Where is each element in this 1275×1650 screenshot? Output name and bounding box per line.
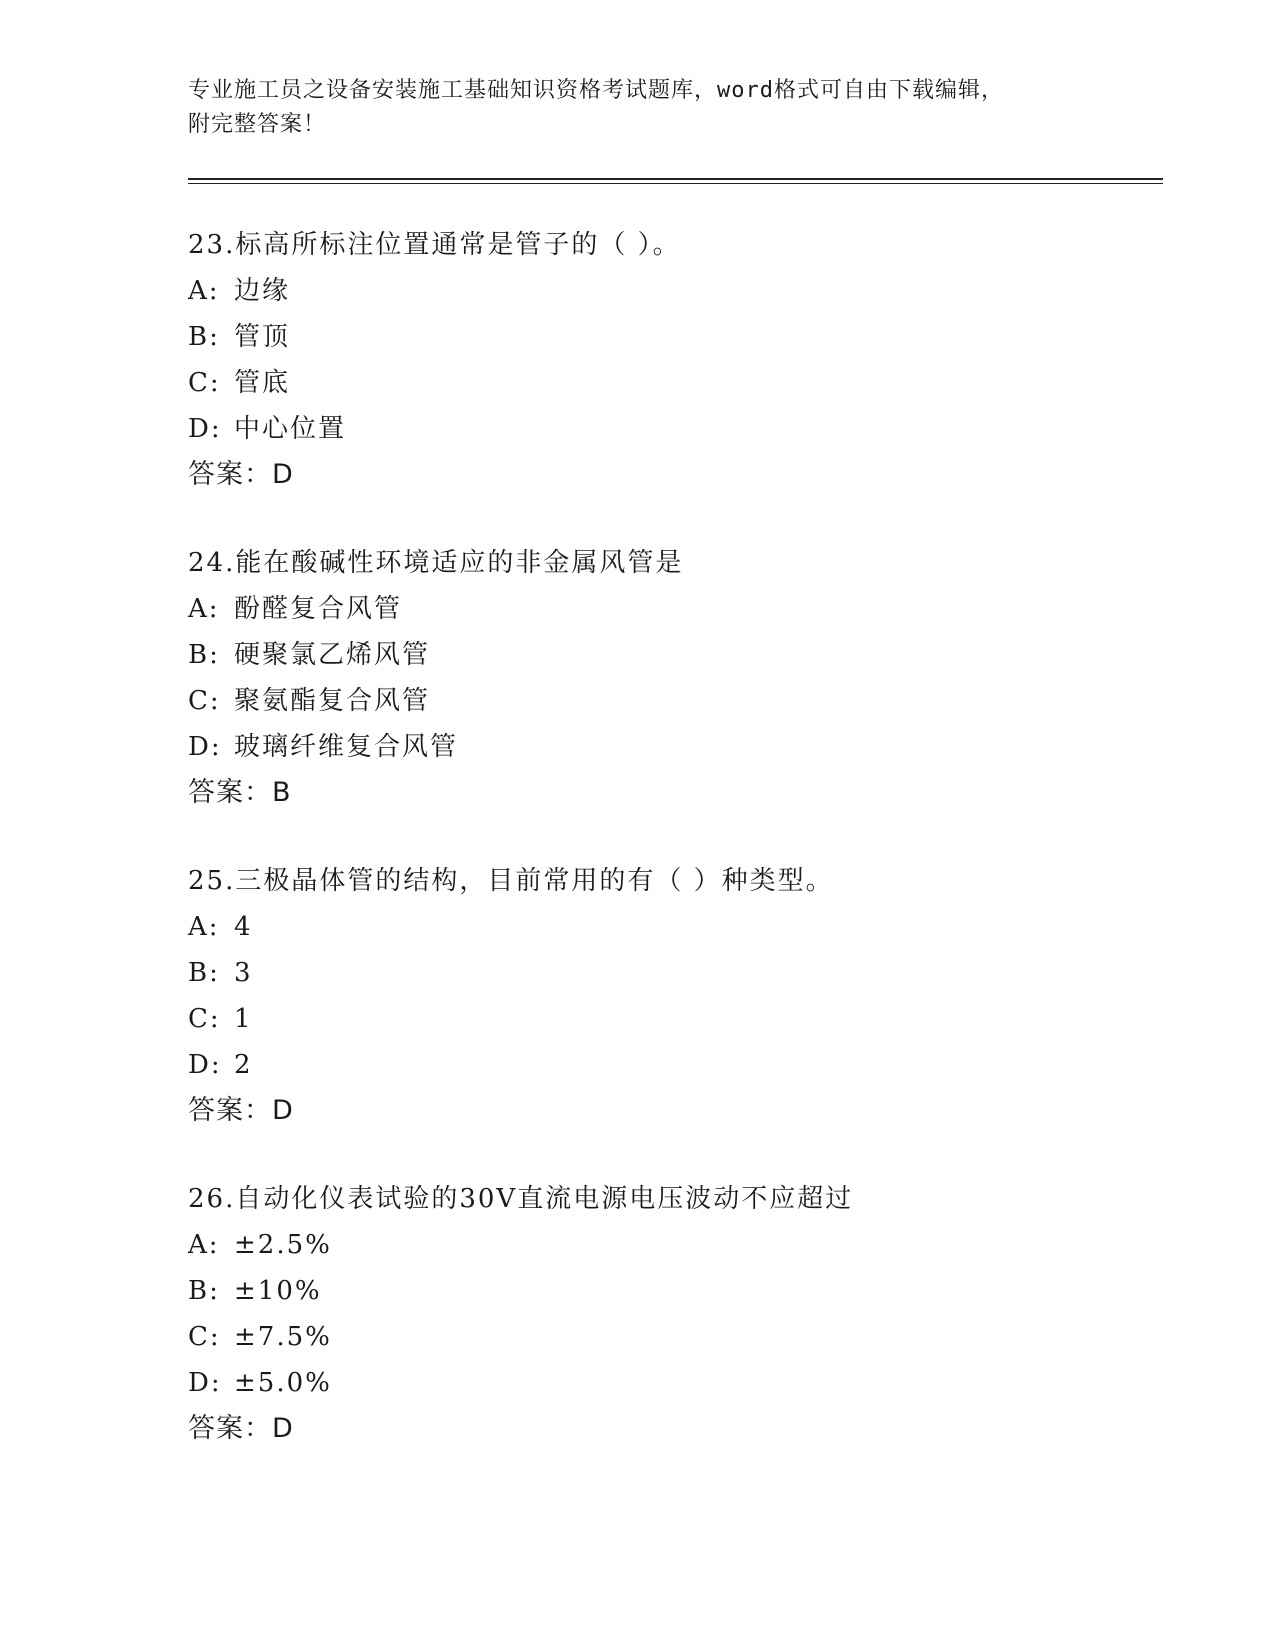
option-d — [188, 1360, 1148, 1406]
option-letter: C: — [188, 368, 221, 398]
option-b — [188, 1268, 1148, 1314]
option-letter: C: — [188, 686, 221, 716]
option-letter: D: — [188, 1368, 222, 1398]
header-line-2: 附完整答案！ — [188, 112, 327, 137]
option-c — [188, 1314, 1148, 1360]
option-text: 边缘 — [234, 276, 291, 306]
answer-line: 答案：D — [188, 459, 294, 490]
option-a — [188, 904, 1148, 950]
question-26 — [188, 1176, 1148, 1452]
option-c — [188, 996, 1148, 1042]
option-d — [188, 724, 1148, 770]
option-letter: B: — [188, 1276, 220, 1306]
option-text: ±2.5% — [234, 1230, 332, 1260]
option-text: 1 — [234, 1004, 253, 1034]
option-b — [188, 314, 1148, 360]
option-text: ±5.0% — [234, 1368, 332, 1398]
question-title: 26.自动化仪表试验的30V直流电源电压波动不应超过 — [188, 1184, 854, 1214]
option-text: 4 — [234, 912, 253, 942]
option-letter: D: — [188, 414, 222, 444]
question-title: 24.能在酸碱性环境适应的非金属风管是 — [188, 548, 684, 578]
option-text: 聚氨酯复合风管 — [234, 686, 431, 716]
answer-line: 答案：D — [188, 1095, 294, 1126]
question-25 — [188, 858, 1148, 1134]
option-text: 玻璃纤维复合风管 — [234, 732, 459, 762]
option-letter: B: — [188, 322, 220, 352]
question-title: 25.三极晶体管的结构，目前常用的有（ ）种类型。 — [188, 866, 834, 896]
option-text: 3 — [234, 958, 253, 988]
option-letter: A: — [188, 594, 220, 624]
answer-line: 答案：D — [188, 1413, 294, 1444]
option-c — [188, 360, 1148, 406]
option-letter: B: — [188, 640, 220, 670]
option-b — [188, 950, 1148, 996]
option-d — [188, 406, 1148, 452]
option-letter: B: — [188, 958, 220, 988]
option-a — [188, 1222, 1148, 1268]
question-23 — [188, 222, 1148, 498]
option-text: 硬聚氯乙烯风管 — [234, 640, 431, 670]
option-text: 管顶 — [234, 322, 291, 352]
header-line-1: 专业施工员之设备安装施工基础知识资格考试题库，word格式可自由下载编辑， — [188, 78, 1004, 103]
option-letter: D: — [188, 732, 222, 762]
document-header — [188, 74, 1088, 142]
question-title: 23.标高所标注位置通常是管子的（ ）。 — [188, 230, 681, 260]
option-text: 2 — [234, 1050, 253, 1080]
header-divider-top — [188, 178, 1163, 180]
option-text: ±10% — [234, 1276, 322, 1306]
option-text: ±7.5% — [234, 1322, 332, 1352]
option-c — [188, 678, 1148, 724]
option-a — [188, 268, 1148, 314]
option-letter: A: — [188, 912, 220, 942]
option-a — [188, 586, 1148, 632]
question-24 — [188, 540, 1148, 816]
option-b — [188, 632, 1148, 678]
option-letter: A: — [188, 276, 220, 306]
option-d — [188, 1042, 1148, 1088]
option-letter: D: — [188, 1050, 222, 1080]
option-letter: A: — [188, 1230, 220, 1260]
answer-line: 答案：B — [188, 777, 292, 808]
option-text: 酚醛复合风管 — [234, 594, 403, 624]
header-divider-bottom — [188, 183, 1163, 184]
option-letter: C: — [188, 1004, 221, 1034]
option-letter: C: — [188, 1322, 221, 1352]
option-text: 管底 — [234, 368, 291, 398]
option-text: 中心位置 — [234, 414, 347, 444]
